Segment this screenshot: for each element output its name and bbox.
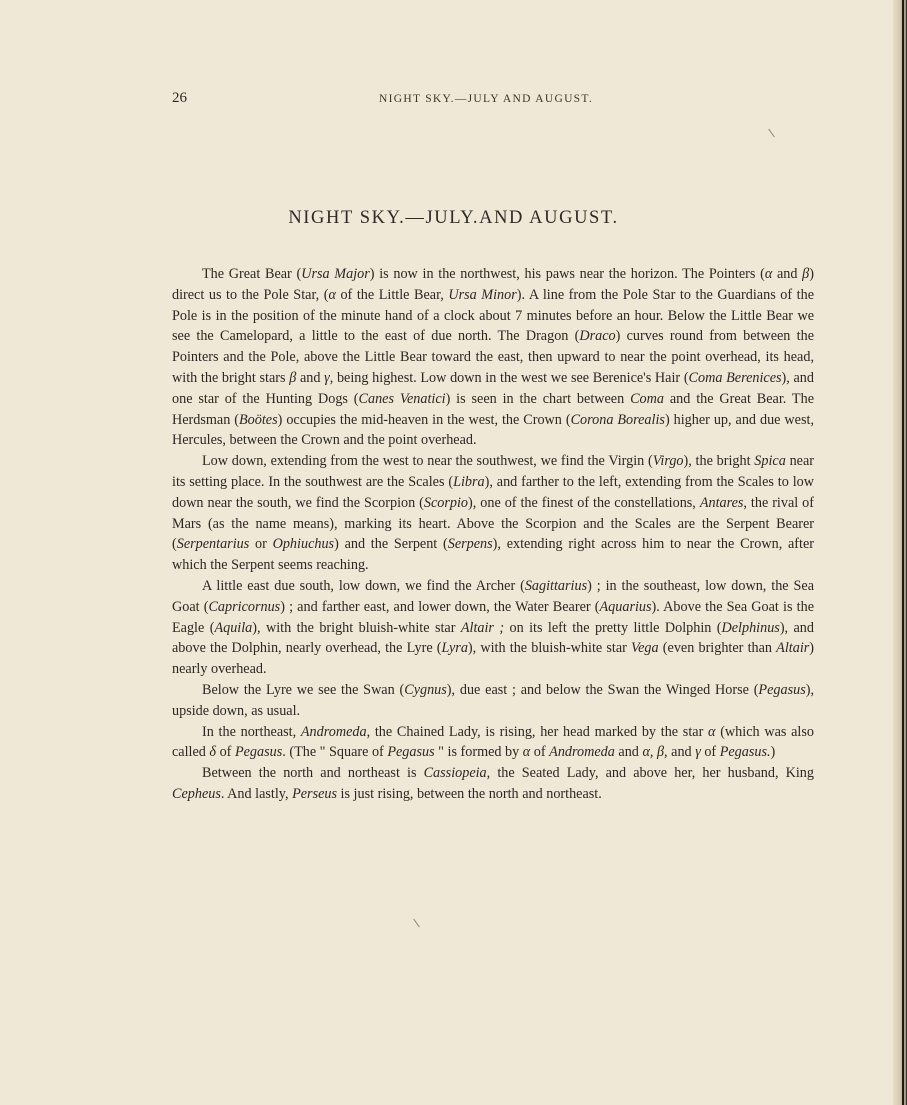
paragraph xyxy=(172,680,814,722)
italic-term: Aquarius xyxy=(599,598,652,615)
text-run: ), and farther to the left, extending from the Scales to low down near the south, we find the Scorpion ( xyxy=(172,473,814,511)
italic-term: α xyxy=(328,286,336,303)
italic-term: Ophiuchus xyxy=(272,536,335,553)
text-run: ) xyxy=(770,744,776,761)
text-run: of xyxy=(530,744,550,761)
italic-term: Andromeda xyxy=(300,723,367,740)
text-run: ), with the bright bluish-white star xyxy=(252,619,461,636)
text-run: ), extending right across him to near the Crown, after which the Serpent seems reaching. xyxy=(172,536,814,574)
italic-term: Capricornus xyxy=(208,598,281,615)
text-run: . And lastly, xyxy=(220,785,293,802)
italic-term: Pegasus xyxy=(387,744,435,761)
text-run: ), with the bluish-white star xyxy=(467,640,632,657)
text-run: " is formed by xyxy=(434,744,523,761)
text-run: and xyxy=(296,369,325,386)
italic-term: Delphinus xyxy=(721,619,780,636)
body-text xyxy=(172,264,814,805)
text-run: ). A line from the Pole Star to the Guardians of the Pole is in the position of the minute hand of a clock about 7 minutes before an hour. Below the Little Bear we see the Camelopard, a little to the east of due north. The Dragon ( xyxy=(172,286,814,345)
italic-term: γ xyxy=(324,369,330,386)
binding-line xyxy=(902,0,904,1105)
text-run: is just rising, between the north and northeast. xyxy=(337,785,602,802)
text-run: Between the north and northeast is xyxy=(202,765,424,782)
italic-term: Serpens xyxy=(447,536,493,553)
scan-speck xyxy=(768,129,775,138)
italic-term: α, β, xyxy=(642,744,668,761)
text-run: or xyxy=(249,536,273,553)
italic-term: α xyxy=(522,744,531,761)
italic-term: Coma xyxy=(630,390,664,407)
paragraph xyxy=(172,722,814,764)
italic-term: Canes Venatici xyxy=(358,390,446,407)
text-run: ) and the Serpent ( xyxy=(334,536,448,553)
text-run: and the Great Bear. The Herdsman ( xyxy=(172,390,814,428)
text-run: ) higher up, and due west, Hercules, between the Crown and the point overhead. xyxy=(172,411,814,449)
text-run: (even brighter than xyxy=(658,640,777,657)
italic-term: γ xyxy=(695,744,701,761)
text-run: . (The " Square of xyxy=(282,744,388,761)
text-run: , the rival of Mars (as the name means), marking its heart. Above the Scorpion and the Scales are the Serpent Bearer ( xyxy=(172,494,814,553)
paragraph xyxy=(172,763,814,805)
text-run: ), and one star of the Hunting Dogs ( xyxy=(172,369,814,407)
italic-term: Andromeda xyxy=(549,744,615,761)
text-run: ), due east ; and below the Swan the Winged Horse ( xyxy=(446,681,759,698)
italic-term: Ursa Minor xyxy=(448,286,517,303)
text-run: ) curves round from between the Pointers and the Pole, above the Little Bear toward the east, then upward to near the point overhead, its head, with the bright stars xyxy=(172,328,814,386)
italic-term: α xyxy=(764,266,773,282)
text-run: ), upside down, as usual. xyxy=(172,681,814,719)
italic-term: Cepheus xyxy=(172,785,221,802)
italic-term: Serpentarius xyxy=(176,536,250,553)
italic-term: β xyxy=(802,266,810,282)
text-run: of xyxy=(700,744,720,761)
page-edge xyxy=(893,0,907,1105)
text-run: of xyxy=(216,744,235,761)
italic-term: Sagittarius xyxy=(524,577,588,594)
italic-term: Cygnus xyxy=(404,681,447,698)
italic-term: Cassiopeia xyxy=(423,765,487,782)
italic-term: Altair ; xyxy=(460,619,505,636)
italic-term: Corona Borealis xyxy=(570,411,665,428)
italic-term: Ursa Major xyxy=(301,266,370,282)
italic-term: Pegasus xyxy=(234,744,283,761)
italic-term: Antares xyxy=(699,494,744,511)
text-run: and xyxy=(667,744,696,761)
italic-term: Vega xyxy=(631,640,659,657)
italic-term: Perseus xyxy=(292,785,337,802)
text-run: ), the bright xyxy=(683,453,755,470)
italic-term: Aquila xyxy=(214,619,253,636)
text-run: ) ; and farther east, and lower down, the Water Bearer ( xyxy=(280,598,600,615)
text-run: near its setting place. In the southwest are the Scales ( xyxy=(172,453,814,490)
italic-term: Coma Berenices xyxy=(688,369,782,386)
italic-term: Virgo xyxy=(652,453,684,470)
text-run: A little east due south, low down, we find the Archer ( xyxy=(202,577,525,594)
text-run: , being highest. Low down in the west we see Berenice's Hair ( xyxy=(329,369,689,386)
text-run: on its left the pretty little Dolphin ( xyxy=(504,619,722,636)
italic-term: Scorpio xyxy=(423,494,469,511)
text-run: , the Chained Lady, is rising, her head marked by the star xyxy=(366,723,709,740)
text-run: ). Above the Sea Goat is the Eagle ( xyxy=(172,598,814,636)
italic-term: Libra xyxy=(453,473,485,490)
text-run: of the Little Bear, xyxy=(335,286,449,303)
paragraph xyxy=(172,264,814,451)
text-run: ) is seen in the chart between xyxy=(445,390,631,407)
italic-term: Boötes xyxy=(239,411,278,428)
text-run: ) ; in the southeast, low down, the Sea Goat ( xyxy=(172,577,814,615)
paragraph xyxy=(172,451,814,576)
italic-term: Spica xyxy=(754,453,786,470)
text-run: Low down, extending from the west to near the southwest, we find the Virgin ( xyxy=(202,453,653,470)
italic-term: β xyxy=(289,369,297,386)
italic-term: Lyra xyxy=(441,640,468,657)
italic-term: δ xyxy=(209,744,217,761)
text-run: ) direct us to the Pole Star, ( xyxy=(172,266,814,303)
text-run: The Great Bear ( xyxy=(202,266,302,282)
text-run: , the Seated Lady, and above her, her husband, King xyxy=(486,765,814,782)
text-run: ), one of the finest of the constellations, xyxy=(468,494,700,511)
paragraph xyxy=(172,576,814,680)
text-run: ), and above the Dolphin, nearly overhead, the Lyre ( xyxy=(172,619,814,657)
text-run: (which was also called xyxy=(172,723,814,761)
running-title: NIGHT SKY.—JULY AND AUGUST. xyxy=(379,93,594,105)
text-run: In the northeast, xyxy=(202,723,301,740)
running-header xyxy=(172,90,814,110)
italic-term: Pegasus xyxy=(758,681,806,698)
italic-term: Pegasus. xyxy=(719,744,771,761)
italic-term: Altair xyxy=(776,640,810,657)
italic-term: α xyxy=(708,723,716,740)
text-run: Below the Lyre we see the Swan ( xyxy=(202,681,405,698)
chapter-title: NIGHT SKY.—JULY.AND AUGUST. xyxy=(288,208,619,228)
text-run: ) is now in the northwest, his paws near the horizon. The Pointers ( xyxy=(369,266,765,282)
text-run: ) nearly overhead. xyxy=(172,640,815,678)
text-run: and xyxy=(772,266,803,282)
text-run: and xyxy=(614,744,643,761)
page-number: 26 xyxy=(172,90,187,106)
scan-speck xyxy=(413,919,420,928)
text-run: ) occupies the mid-heaven in the west, the Crown ( xyxy=(277,411,571,428)
italic-term: Draco xyxy=(579,328,616,345)
